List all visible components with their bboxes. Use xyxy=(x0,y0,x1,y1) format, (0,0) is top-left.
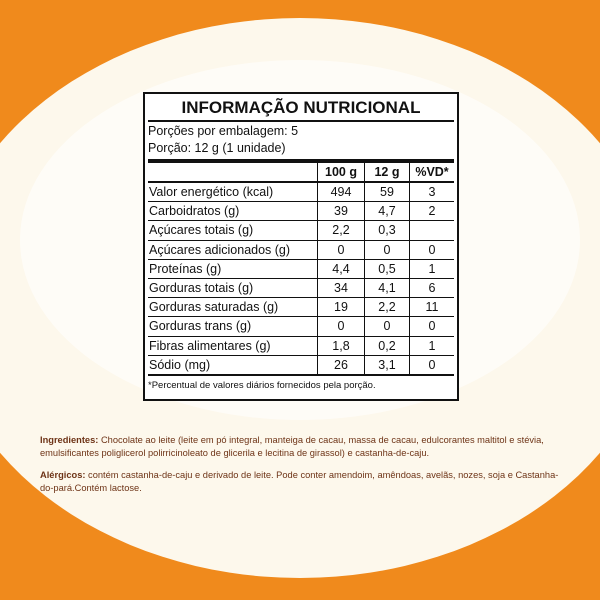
header-12g: 12 g xyxy=(365,163,410,182)
value-100g: 4,4 xyxy=(318,259,365,278)
value-vd: 0 xyxy=(410,355,455,375)
ingredients-section xyxy=(40,434,562,504)
allergens-label: Alérgicos: xyxy=(40,470,86,480)
value-vd xyxy=(410,221,455,240)
table-row xyxy=(148,317,454,336)
table-row xyxy=(148,278,454,297)
value-12g: 0,2 xyxy=(365,336,410,355)
value-100g: 39 xyxy=(318,202,365,221)
serving-size: Porção: 12 g (1 unidade) xyxy=(148,141,286,155)
value-vd: 1 xyxy=(410,259,455,278)
servings-per-package: Porções por embalagem: 5 xyxy=(148,124,299,138)
nutrient-name: Carboidratos (g) xyxy=(148,202,318,221)
nutrient-name: Gorduras totais (g) xyxy=(148,278,318,297)
value-vd: 1 xyxy=(410,336,455,355)
value-12g: 0 xyxy=(365,317,410,336)
nutrition-facts-panel xyxy=(143,92,459,401)
value-100g: 0 xyxy=(318,317,365,336)
nutrient-name: Sódio (mg) xyxy=(148,355,318,375)
value-vd: 0 xyxy=(410,317,455,336)
nutrient-name: Proteínas (g) xyxy=(148,259,318,278)
nutrient-name: Gorduras saturadas (g) xyxy=(148,298,318,317)
value-vd: 0 xyxy=(410,240,455,259)
nutrition-title: INFORMAÇÃO NUTRICIONAL xyxy=(148,94,454,122)
nutrient-name: Fibras alimentares (g) xyxy=(148,336,318,355)
nutrition-table xyxy=(148,163,454,376)
value-100g: 19 xyxy=(318,298,365,317)
value-12g: 59 xyxy=(365,182,410,202)
ingredients-label: Ingredientes: xyxy=(40,435,99,445)
nutrient-name: Açúcares adicionados (g) xyxy=(148,240,318,259)
value-12g: 3,1 xyxy=(365,355,410,375)
value-100g: 0 xyxy=(318,240,365,259)
value-100g: 2,2 xyxy=(318,221,365,240)
table-row xyxy=(148,240,454,259)
value-12g: 2,2 xyxy=(365,298,410,317)
table-row xyxy=(148,259,454,278)
value-100g: 1,8 xyxy=(318,336,365,355)
footnote: *Percentual de valores diários fornecidos pela porção. xyxy=(148,379,376,391)
value-12g: 4,7 xyxy=(365,202,410,221)
nutrient-name: Gorduras trans (g) xyxy=(148,317,318,336)
value-vd: 3 xyxy=(410,182,455,202)
value-vd: 2 xyxy=(410,202,455,221)
header-vd: %VD* xyxy=(410,163,455,182)
header-blank xyxy=(148,163,318,182)
ingredients-text: Chocolate ao leite (leite em pó integral, manteiga de cacau, massa de cacau, edulcorantes maltitol e stévia, emulsificantes poliglicerol polirricinoleato de glicerila e lecitina de girassol) e castanha-de-caju. xyxy=(40,435,544,458)
table-row xyxy=(148,182,454,202)
allergens-paragraph xyxy=(40,469,562,494)
value-12g: 4,1 xyxy=(365,278,410,297)
nutrient-name: Valor energético (kcal) xyxy=(148,182,318,202)
value-12g: 0 xyxy=(365,240,410,259)
value-vd: 11 xyxy=(410,298,455,317)
ingredients-paragraph xyxy=(40,434,562,459)
table-row xyxy=(148,221,454,240)
table-header-row xyxy=(148,163,454,182)
table-row xyxy=(148,336,454,355)
allergens-text: contém castanha-de-caju e derivado de leite. Pode conter amendoim, amêndoas, avelãs, nozes, soja e Castanha-do-pará.Contém lactose. xyxy=(40,470,559,493)
value-vd: 6 xyxy=(410,278,455,297)
value-100g: 494 xyxy=(318,182,365,202)
table-row xyxy=(148,202,454,221)
value-100g: 34 xyxy=(318,278,365,297)
value-12g: 0,3 xyxy=(365,221,410,240)
table-row xyxy=(148,355,454,375)
header-100g: 100 g xyxy=(318,163,365,182)
value-12g: 0,5 xyxy=(365,259,410,278)
value-100g: 26 xyxy=(318,355,365,375)
table-row xyxy=(148,298,454,317)
nutrient-name: Açúcares totais (g) xyxy=(148,221,318,240)
